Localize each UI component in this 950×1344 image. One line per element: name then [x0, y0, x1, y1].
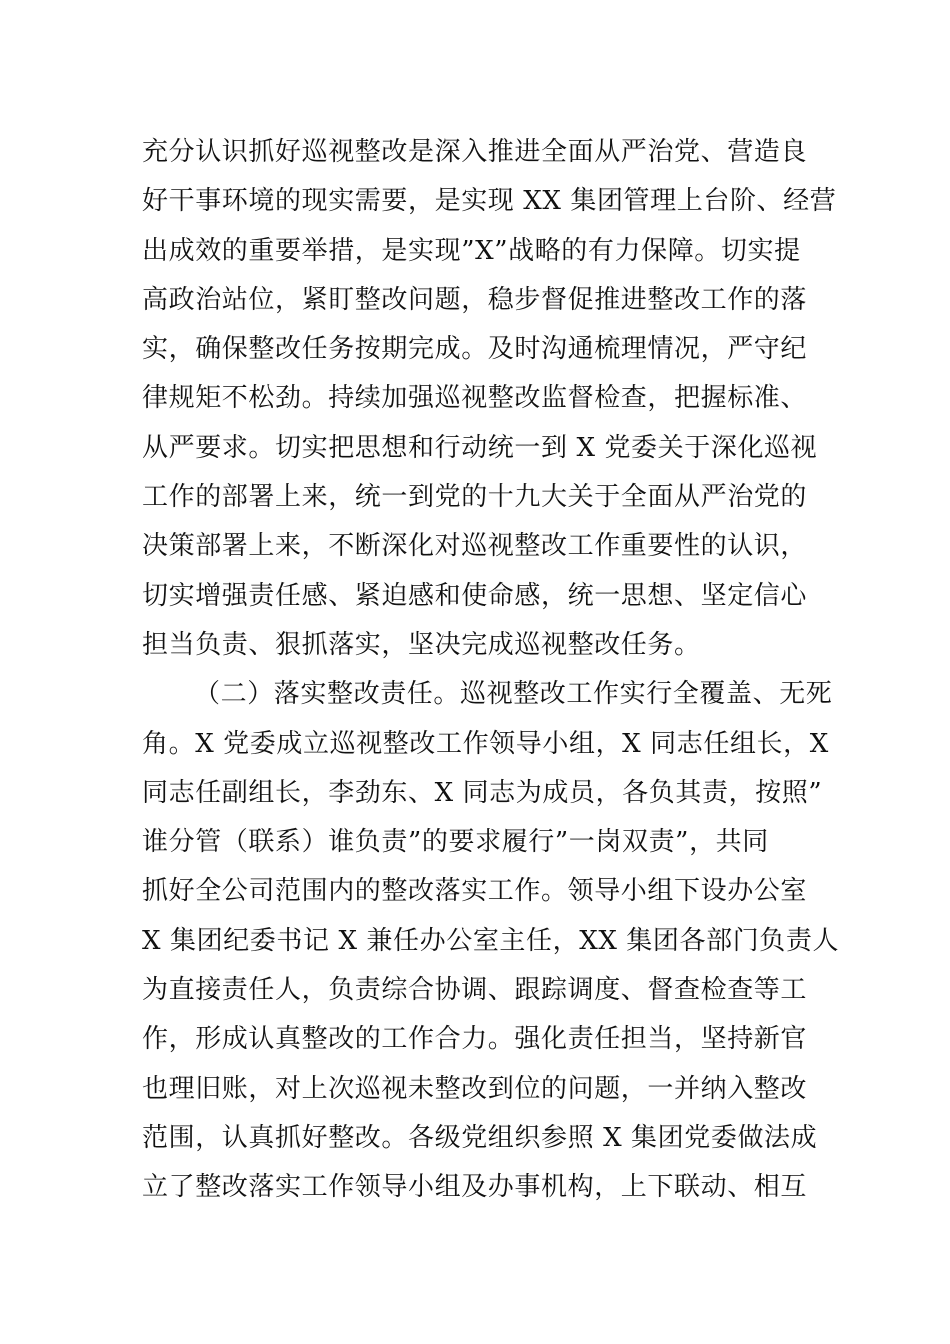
text-line: 范围，认真抓好整改。各级党组织参照 X 集团党委做法成: [142, 1122, 818, 1153]
text-line: 立了整改落实工作领导小组及办事机构，上下联动、相互: [142, 1172, 808, 1203]
text-line: 充分认识抓好巡视整改是深入推进全面从严治党、营造良: [142, 137, 808, 167]
text-line: 好干事环境的现实需要，是实现 XX 集团管理上台阶、经营: [142, 186, 837, 217]
text-line: 也理旧账，对上次巡视未整改到位的问题，一并纳入整改: [142, 1073, 808, 1104]
text-line: 角。X 党委成立巡视整改工作领导小组，X 同志任组长，X: [142, 728, 829, 759]
body-text: [142, 128, 840, 1213]
text-line: 担当负责、狠抓落实，坚决完成巡视整改任务。: [142, 629, 701, 660]
section-heading-line: （二）落实整改责任。巡视整改工作实行全覆盖、无死: [194, 679, 833, 710]
text-line: 决策部署上来，不断深化对巡视整改工作重要性的认识，: [142, 531, 808, 562]
text-line: 律规矩不松劲。持续加强巡视整改监督检查，把握标准、: [142, 383, 808, 414]
text-line: 实，确保整改任务按期完成。及时沟通梳理情况，严守纪: [142, 334, 808, 365]
text-line: 谁分管（联系）谁负责”的要求履行”一岗双责”，共同: [142, 827, 769, 858]
text-line: 高政治站位，紧盯整改问题，稳步督促推进整改工作的落: [142, 284, 808, 315]
text-line: 抓好全公司范围内的整改落实工作。领导小组下设办公室: [142, 876, 808, 907]
text-line: 切实增强责任感、紧迫感和使命感，统一思想、坚定信心: [142, 580, 808, 611]
text-line: 工作的部署上来，统一到党的十九大关于全面从严治党的: [142, 482, 808, 513]
text-line: 作，形成认真整改的工作合力。强化责任担当，坚持新官: [142, 1024, 808, 1055]
text-line: X 集团纪委书记 X 兼任办公室主任，XX 集团各部门负责人: [142, 925, 840, 956]
text-line: 出成效的重要举措，是实现”X”战略的有力保障。切实提: [142, 235, 801, 266]
text-line: 同志任副组长，李劲东、X 同志为成员，各负其责，按照”: [142, 777, 823, 808]
text-line: 为直接责任人，负责综合协调、跟踪调度、督查检查等工: [142, 975, 808, 1006]
text-line: 从严要求。切实把思想和行动统一到 X 党委关于深化巡视: [142, 432, 818, 463]
